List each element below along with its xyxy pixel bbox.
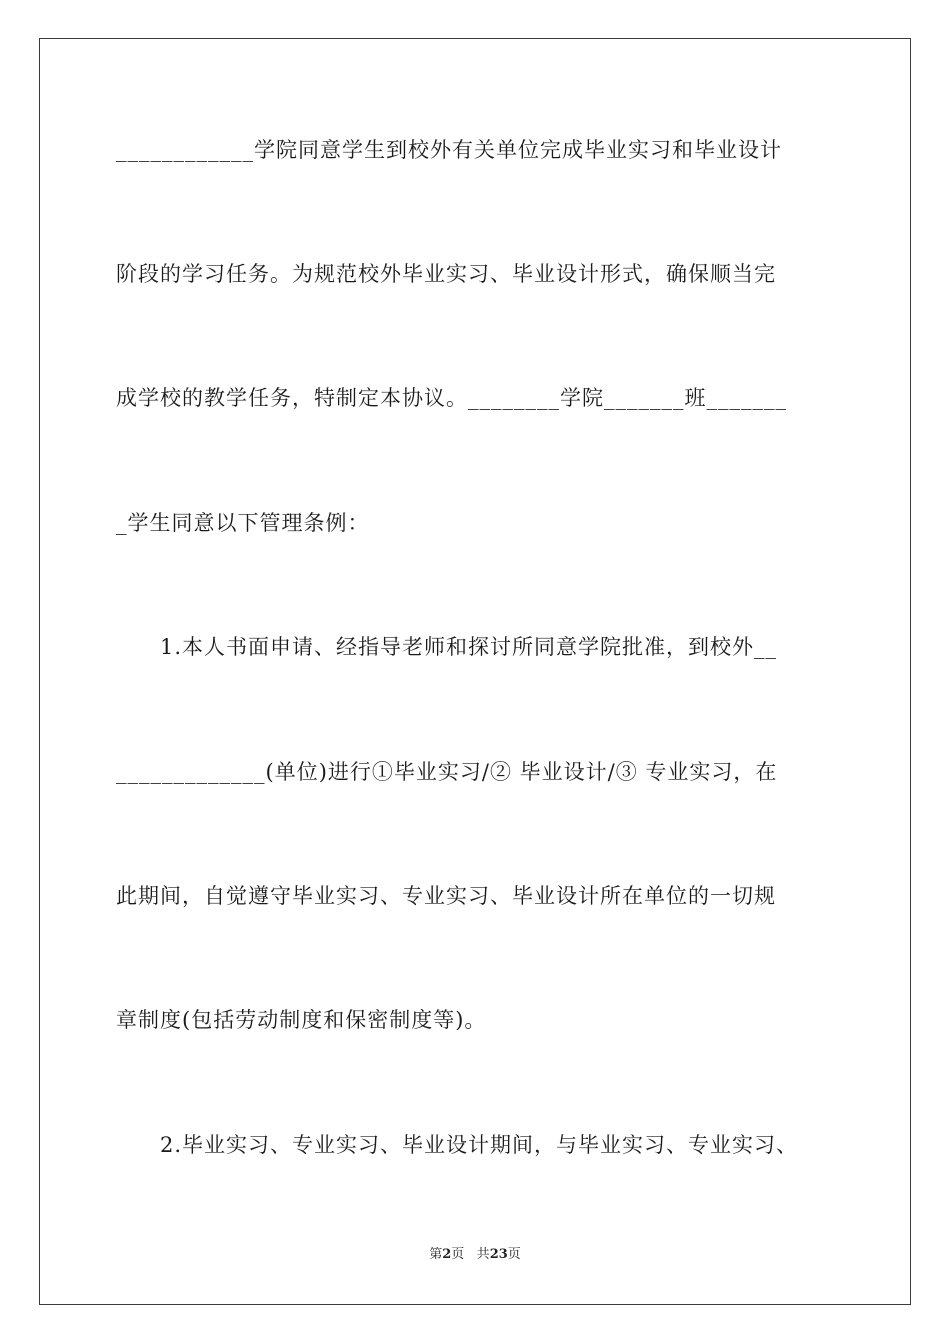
clause-1-line-2: _____________(单位)进行①毕业实习/② 毕业设计/③ 专业实习，在 xyxy=(116,760,778,784)
text-line-4: _学生同意以下管理条例： xyxy=(116,511,370,535)
clause-1-line-3: 此期间，自觉遵守毕业实习、专业实习、毕业设计所在单位的一切规 xyxy=(116,884,776,908)
total-prefix: 共 xyxy=(476,1247,490,1262)
page-suffix: 页 xyxy=(451,1247,465,1262)
total-suffix: 页 xyxy=(507,1247,521,1262)
page-current: 2 xyxy=(442,1247,452,1262)
text-line-3: 成学校的教学任务，特制定本协议。________学院_______班_______ xyxy=(116,386,787,410)
clause-2-line-1: 2.毕业实习、专业实习、毕业设计期间，与毕业实习、专业实习、 xyxy=(160,1133,799,1157)
clause-1-line-4: 章制度(包括劳动制度和保密制度等)。 xyxy=(116,1008,487,1032)
page-footer xyxy=(0,1246,950,1264)
page-frame xyxy=(39,38,911,1305)
text-line-1: ____________学院同意学生到校外有关单位完成毕业实习和毕业设计 xyxy=(116,138,782,162)
page-prefix: 第 xyxy=(429,1247,443,1262)
text-line-2: 阶段的学习任务。为规范校外毕业实习、毕业设计形式，确保顺当完 xyxy=(116,262,776,286)
clause-1-line-1: 1.本人书面申请、经指导老师和探讨所同意学院批准，到校外__ xyxy=(160,635,778,659)
page-total: 23 xyxy=(489,1247,508,1262)
